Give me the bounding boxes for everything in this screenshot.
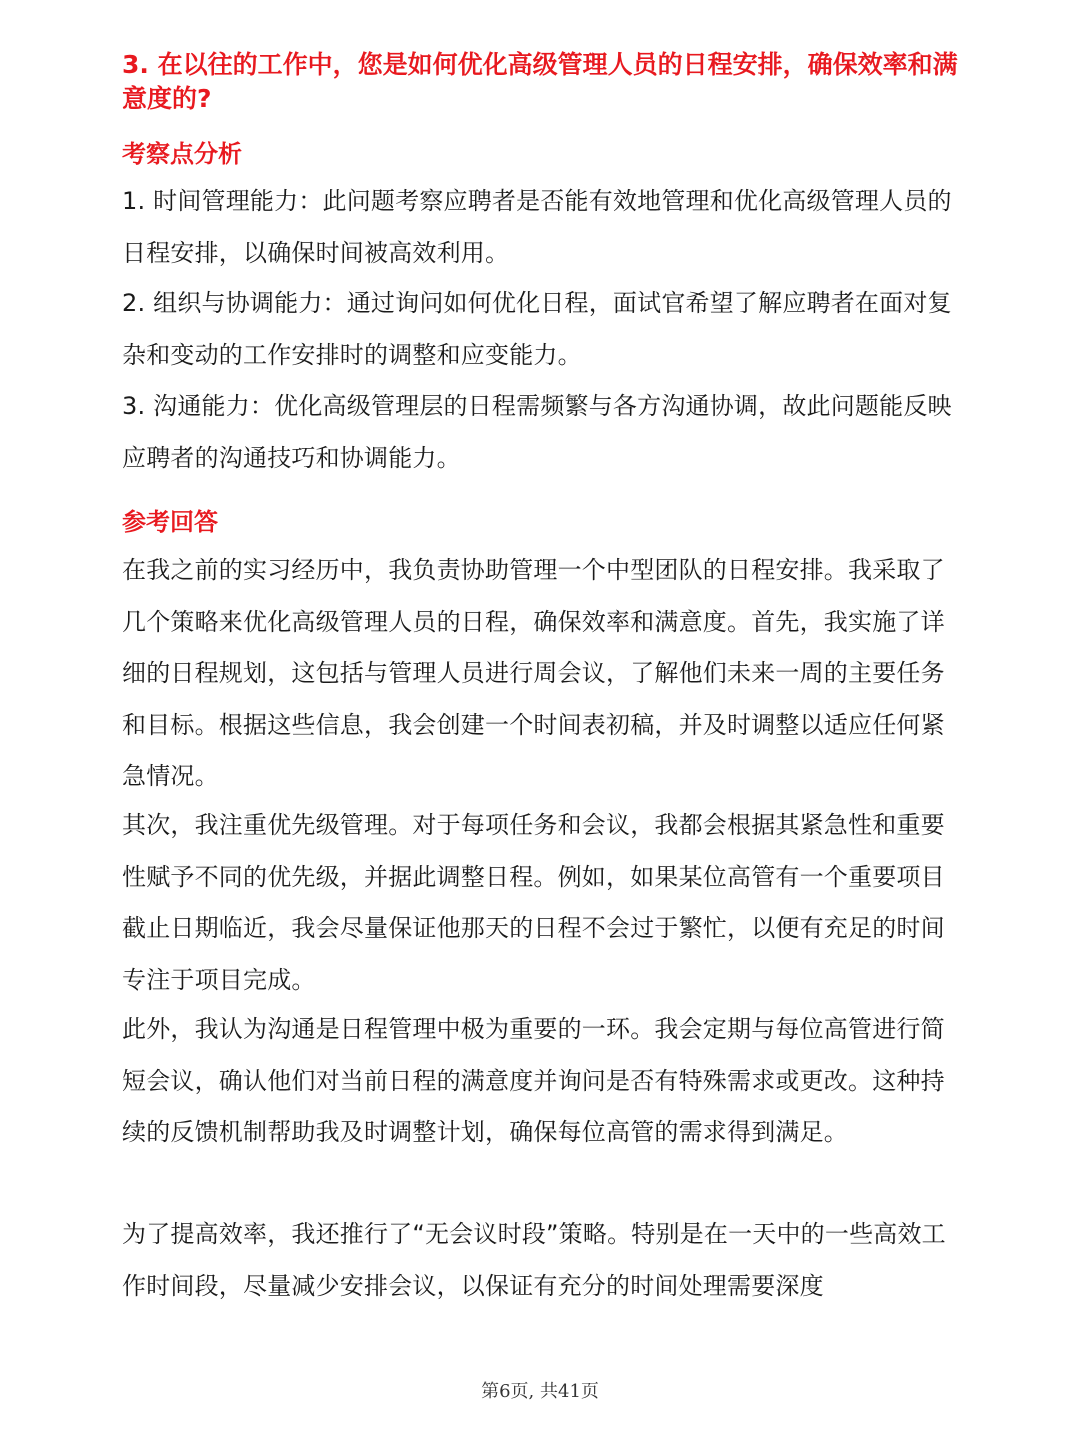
analysis-item-1: 1. 时间管理能力：此问题考察应聘者是否能有效地管理和优化高级管理人员的日程安排，以确保时间被高效利用。 [122,187,952,267]
answer-paragraph-1: 在我之前的实习经历中，我负责协助管理一个中型团队的日程安排。我采取了几个策略来优化高级管理人员的日程，确保效率和满意度。首先，我实施了详细的日程规划，这包括与管理人员进行周会议，了解他们未来一周的主要任务和目标。根据这些信息，我会创建一个时间表初稿，并及时调整以适应任何紧急情况。 [122,556,945,790]
page-number: 第6页, 共41页 [481,1381,599,1402]
answer-title: 参考回答 [122,508,218,536]
answer-paragraph-2: 其次，我注重优先级管理。对于每项任务和会议，我都会根据其紧急性和重要性赋予不同的优先级，并据此调整日程。例如，如果某位高管有一个重要项目截止日期临近，我会尽量保证他那天的日程不会过于繁忙，以便有充足的时间专注于项目完成。 [122,811,945,994]
analysis-item-2: 2. 组织与协调能力：通过询问如何优化日程，面试官希望了解应聘者在面对复杂和变动的工作安排时的调整和应变能力。 [122,289,952,369]
answer-paragraph-4: 为了提高效率，我还推行了“无会议时段”策略。特别是在一天中的一些高效工作时间段，尽量减少安排会议，以保证有充分的时间处理需要深度 [122,1220,946,1300]
analysis-title: 考察点分析 [122,140,242,168]
question-heading: 3. 在以往的工作中，您是如何优化高级管理人员的日程安排，确保效率和满意度的? [122,50,958,113]
answer-paragraph-3: 此外，我认为沟通是日程管理中极为重要的一环。我会定期与每位高管进行简短会议，确认他们对当前日程的满意度并询问是否有特殊需求或更改。这种持续的反馈机制帮助我及时调整计划，确保每位高管的需求得到满足。 [122,1015,945,1146]
analysis-item-3: 3. 沟通能力：优化高级管理层的日程需频繁与各方沟通协调，故此问题能反映应聘者的沟通技巧和协调能力。 [122,392,952,472]
